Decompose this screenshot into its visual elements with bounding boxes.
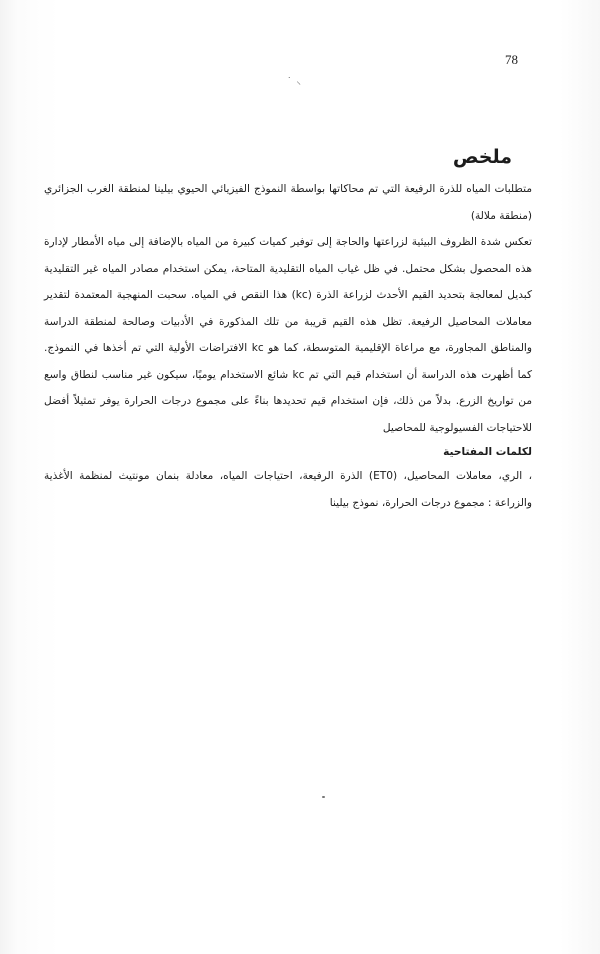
- scan-speck: ˙ ⸜: [287, 77, 302, 87]
- keywords-heading: لكلمات المفتاحية: [443, 446, 532, 458]
- abstract-body: تعكس شدة الظروف البيئية لزراعتها والحاجة إلى توفير كميات كبيرة من المياه بالإضافة إلى مياه الأمطار لإدارة هذه المحصول بشكل محتمل. في ظل غياب المياه التقليدية المتاحة، يمكن استخدام مصادر المياه غير التقليدية كبديل لمعالجة بتحديد القيم الأحدث لزراعة الذرة (kc) هذا النقص في المياه. سحبت المنهجية المعتمدة لتقدير معاملات المحاصيل الرفيعة. تظل هذه القيم قريبة من تلك المذكورة في الأدبيات وصالحة لمنطقة الدراسة والمناطق المجاورة، مع مراعاة الإقليمية المتوسطة، كما هو kc الافتراضات الأولية التي تم أخذها في النموذج. كما أظهرت هذه الدراسة أن استخدام قيم التي تم kc شائع الاستخدام يوميًا، سيكون غير مناسب لنطاق واسع من تواريخ الزرع. بدلاً من ذلك، فإن استخدام قيم تحديدها بناءً على مجموع درجات الحرارة يوفر تمثيلاً أفضل للاحتياجات الفسيولوجية للمحاصيل: [44, 236, 533, 434]
- abstract-title: ملخص: [452, 146, 512, 168]
- scan-dot: [322, 796, 325, 798]
- keywords-text: ، الري، معاملات المحاصيل، (ET0) الذرة الرفيعة، احتياجات المياه، معادلة بنمان مونتيث لمنظمة الأغذية والزراعة : مجموع درجات الحرارة، نموذج بيلينا: [44, 470, 532, 509]
- abstract-subtitle: متطلبات المياه للذرة الرفيعة التي تم محاكاتها بواسطة النموذج الفيزيائي الحيوي بيلينا لمنطقة الغرب الجزائري (منطقة ملالة): [44, 183, 532, 222]
- page-number: 78: [505, 52, 518, 67]
- abstract-section: [44, 140, 532, 516]
